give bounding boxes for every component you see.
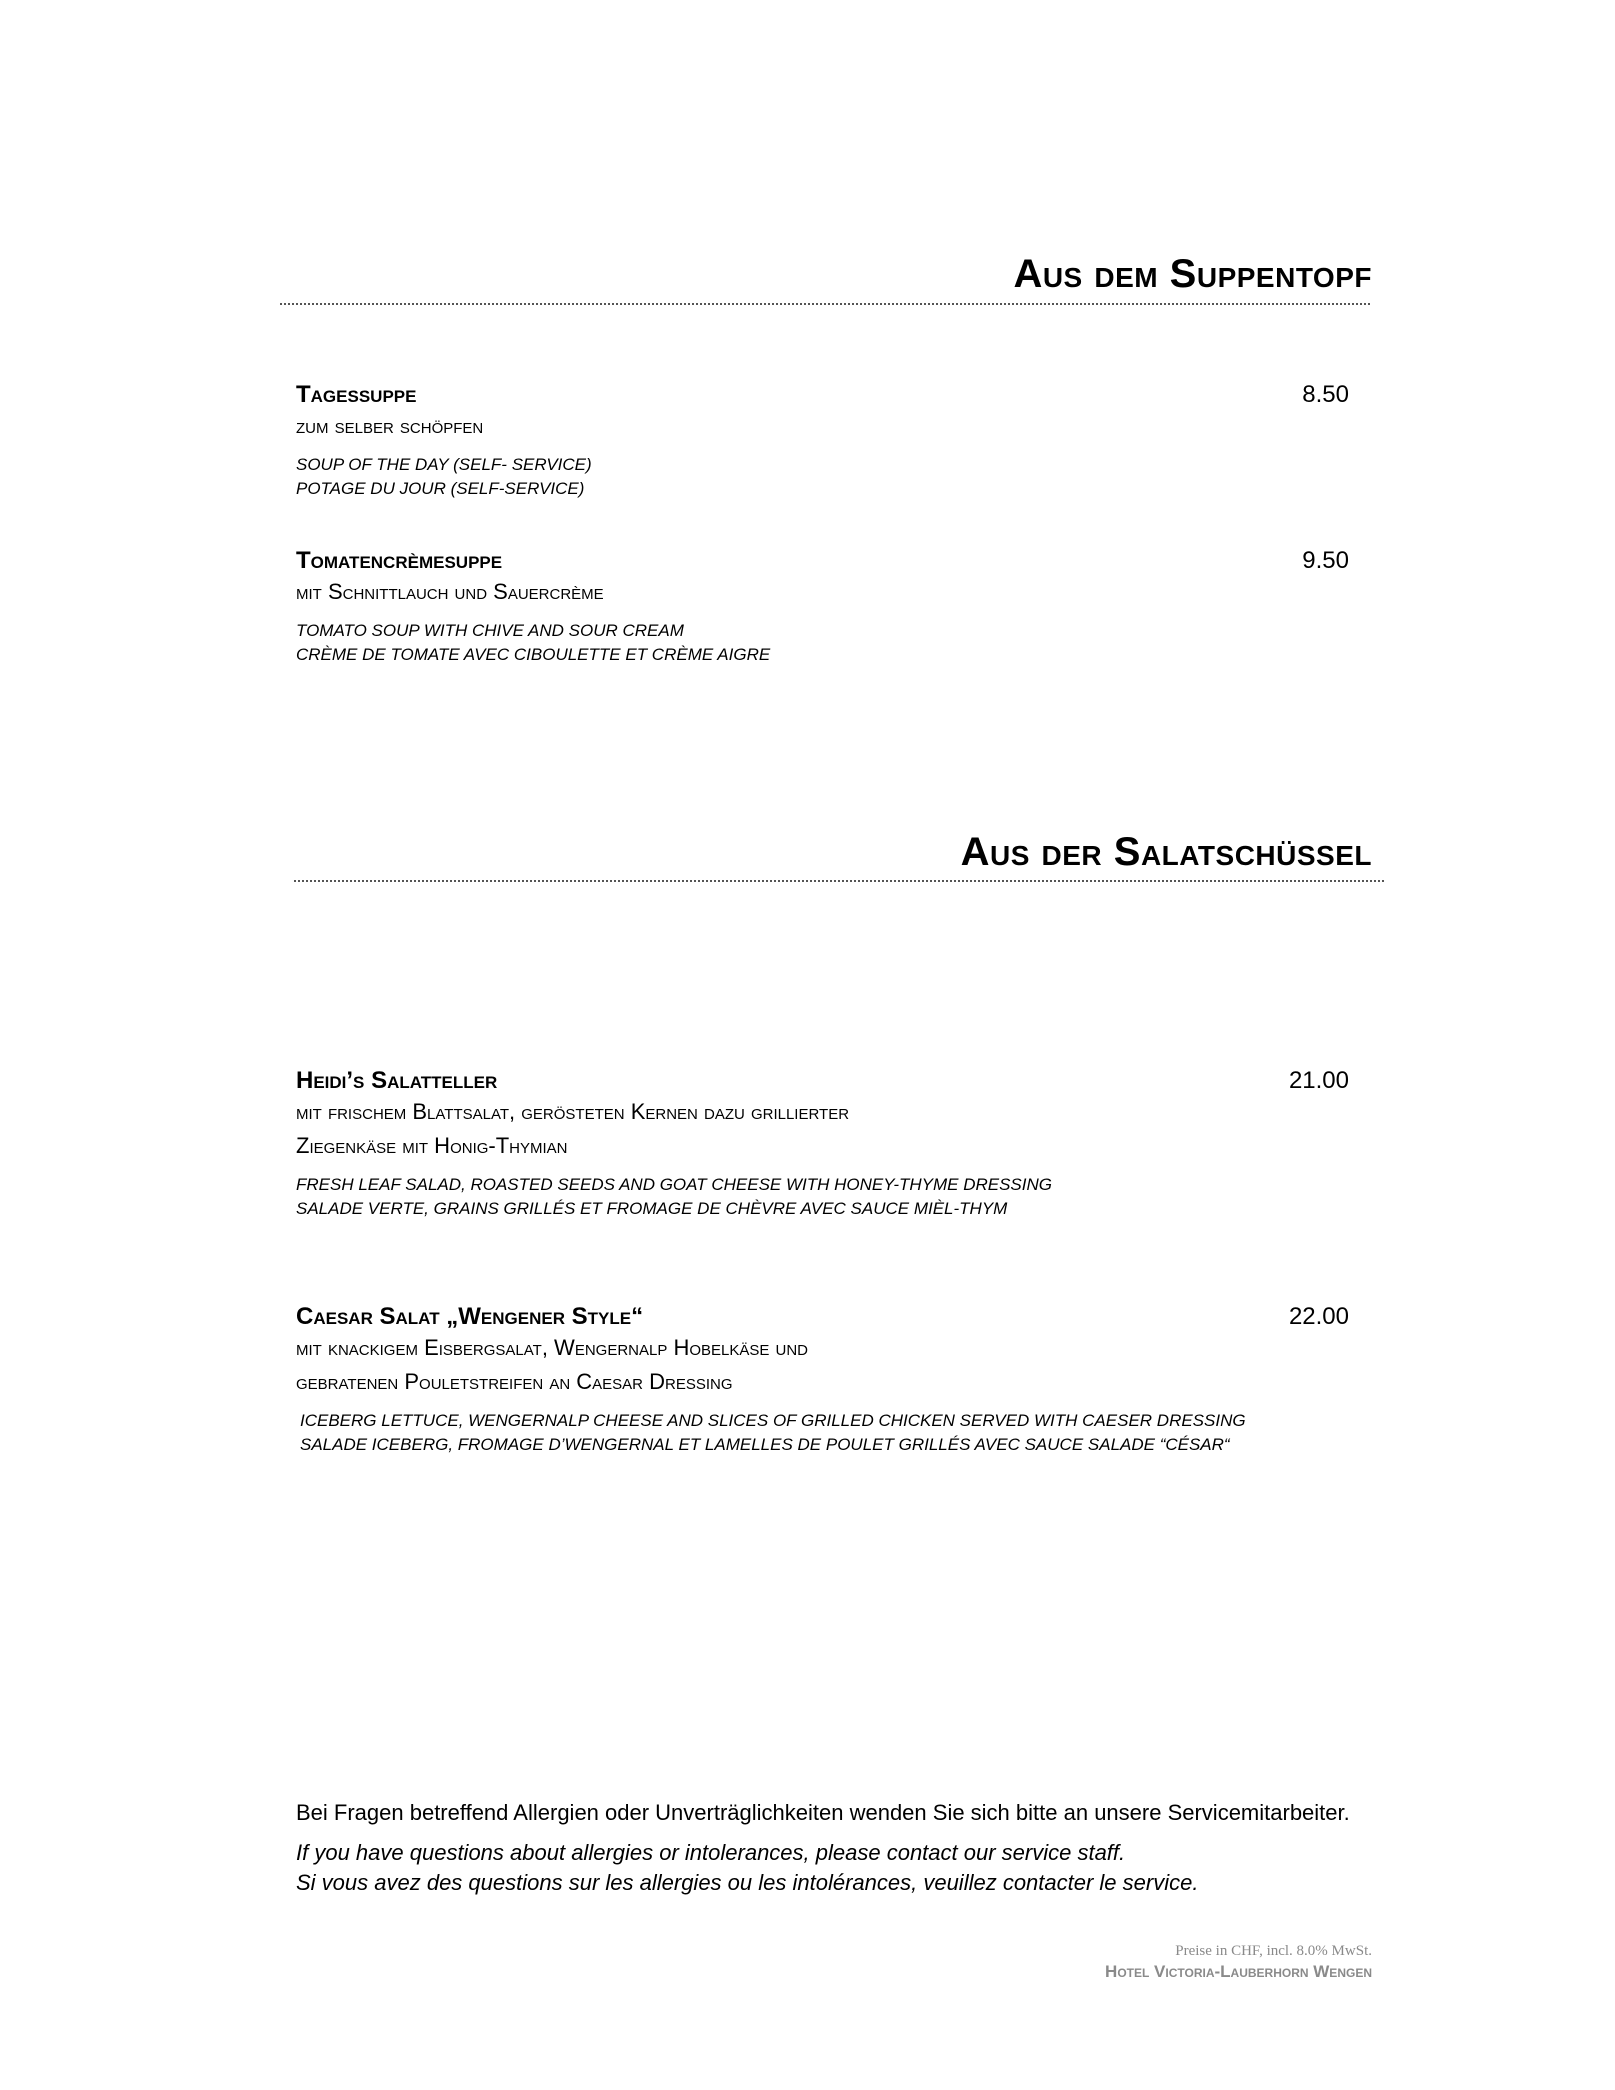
footer: [1105, 1943, 1372, 1982]
item-translations: [296, 453, 592, 501]
item-description-fr: POTAGE DU JOUR (SELF-SERVICE): [296, 479, 585, 498]
item-description-en: ICEBERG LETTUCE, WENGERNALP CHEESE AND SLICES OF GRILLED CHICKEN SERVED WITH CAESER DRESSING: [300, 1411, 1246, 1430]
item-description-de: mit frischem Blattsalat, gerösteten Kernen dazu grillierter: [296, 1099, 850, 1124]
item-name: Caesar Salat „Wengener Style“: [296, 1303, 644, 1330]
item-description-fr: SALADE ICEBERG, FROMAGE D’WENGERNAL ET LAMELLES DE POULET GRILLÉS AVEC SAUCE SALADE “CÉSAR“: [300, 1435, 1230, 1454]
section-divider: [294, 880, 1384, 882]
section-title-salatschuessel: Aus der Salatschüssel: [960, 830, 1372, 874]
item-price: 8.50: [1302, 381, 1349, 408]
item-description-de: mit Schnittlauch und Sauercrème: [296, 579, 604, 604]
allergy-notice-de: Bei Fragen betreffend Allergien oder Unverträglichkeiten wenden Sie sich bitte an unsere Servicemitarbeiter.: [296, 1800, 1350, 1825]
item-name: Tagessuppe: [296, 381, 417, 408]
item-description-fr: CRÈME DE TOMATE AVEC CIBOULETTE ET CRÈME AIGRE: [296, 645, 771, 664]
allergy-notice: [296, 1798, 1350, 1898]
item-description-en: SOUP OF THE DAY (SELF- SERVICE): [296, 455, 592, 474]
item-description-de: Ziegenkäse mit Honig-Thymian: [296, 1133, 568, 1158]
menu-item-heidis-salatteller: [296, 1067, 1052, 1221]
price-note: Preise in CHF, incl. 8.0% MwSt.: [1175, 1943, 1372, 1959]
allergy-notice-fr: Si vous avez des questions sur les allergies ou les intolérances, veuillez contacter le service.: [296, 1870, 1199, 1895]
item-name: Tomatencrèmesuppe: [296, 547, 503, 574]
menu-item-tagessuppe: [296, 381, 592, 501]
item-price: 9.50: [1302, 547, 1349, 574]
hotel-name: Hotel Victoria-Lauberhorn Wengen: [1105, 1962, 1372, 1981]
item-translations: [296, 1173, 1052, 1221]
item-price: 21.00: [1288, 1067, 1349, 1094]
item-description-fr: SALADE VERTE, GRAINS GRILLÉS ET FROMAGE DE CHÈVRE AVEC SAUCE MIÈL-THYM: [296, 1199, 1008, 1218]
menu-item-caesar-salat: [296, 1303, 1246, 1457]
section-divider: [280, 303, 1370, 305]
item-name: Heidi’s Salatteller: [296, 1067, 498, 1094]
section-title-suppentopf: Aus dem Suppentopf: [1013, 252, 1372, 296]
item-description-de: mit knackigem Eisbergsalat, Wengernalp Hobelkäse und: [296, 1335, 808, 1360]
allergy-notice-en: If you have questions about allergies or intolerances, please contact our service staff.: [296, 1840, 1126, 1865]
item-description-de: zum selber schöpfen: [296, 413, 484, 438]
item-description-en: TOMATO SOUP WITH CHIVE AND SOUR CREAM: [296, 621, 684, 640]
item-translations: [296, 1409, 1246, 1457]
item-description-de: gebratenen Pouletstreifen an Caesar Dressing: [296, 1369, 733, 1394]
item-description-en: FRESH LEAF SALAD, ROASTED SEEDS AND GOAT CHEESE WITH HONEY-THYME DRESSING: [296, 1175, 1052, 1194]
item-price: 22.00: [1288, 1303, 1349, 1330]
item-translations: [296, 619, 770, 667]
menu-item-tomatencremesuppe: [296, 547, 770, 667]
